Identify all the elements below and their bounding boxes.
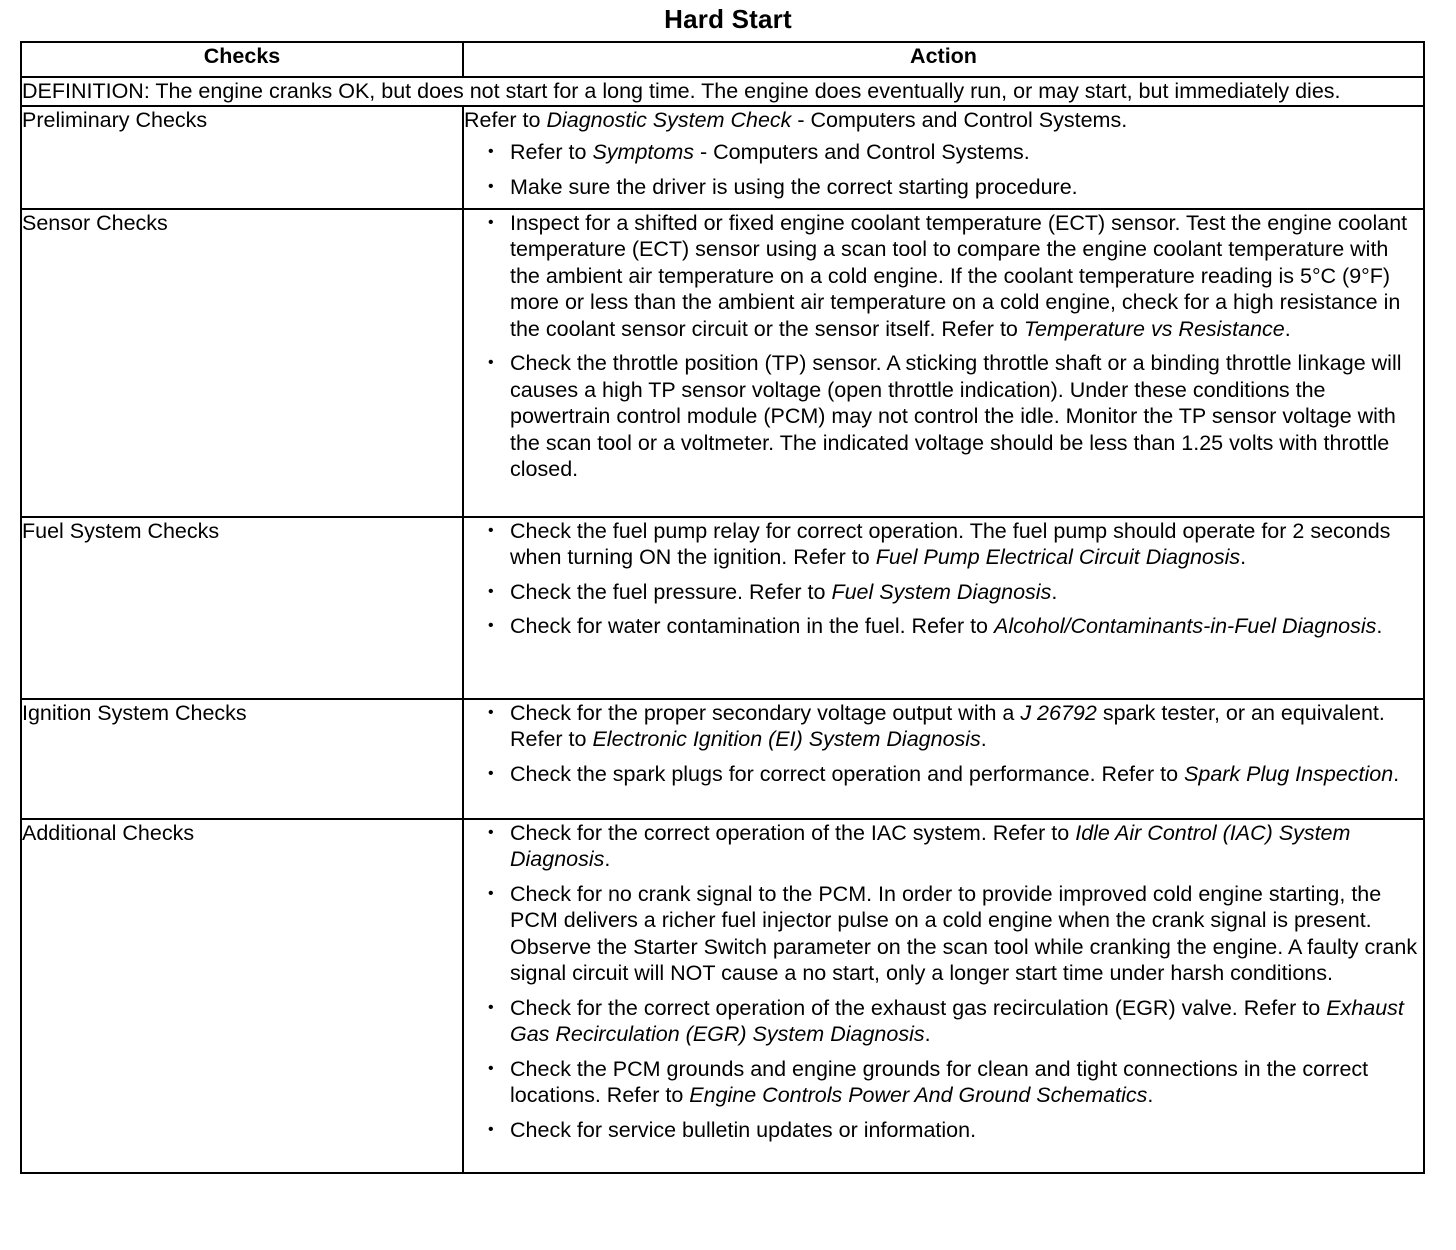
table-row bbox=[21, 517, 1424, 699]
tool-reference: J 26792 bbox=[1020, 700, 1097, 725]
table-row bbox=[21, 209, 1424, 517]
text: . bbox=[1051, 579, 1058, 604]
bullet-icon: • bbox=[488, 1059, 494, 1077]
check-label-ignition-system: Ignition System Checks bbox=[21, 699, 463, 819]
list-item bbox=[464, 350, 1423, 483]
hard-start-table bbox=[20, 41, 1425, 1174]
action-cell-additional bbox=[463, 819, 1424, 1173]
text: Check for service bulletin updates or information. bbox=[510, 1117, 977, 1142]
bullet-icon: • bbox=[488, 617, 494, 634]
action-cell-fuel-system bbox=[463, 517, 1424, 699]
list-item bbox=[464, 820, 1423, 873]
text: Check the fuel pump relay for correct operation. The fuel pump should operate for 2 seconds when turning ON the ignition. Refer to bbox=[510, 518, 1391, 569]
text: Check for the correct operation of the exhaust gas recirculation (EGR) valve. Refer to bbox=[510, 995, 1327, 1020]
text: Check the fuel pressure. Refer to bbox=[510, 579, 832, 604]
column-header-checks: Checks bbox=[21, 42, 463, 77]
definition-row bbox=[21, 77, 1424, 106]
reference-link: Temperature vs Resistance bbox=[1023, 316, 1285, 341]
text: Check for the correct operation of the IAC system. Refer to bbox=[510, 820, 1076, 845]
action-cell-sensor bbox=[463, 209, 1424, 517]
text: Check for the proper secondary voltage output with a bbox=[510, 700, 1021, 725]
text: Refer to bbox=[510, 140, 593, 164]
list-item bbox=[464, 1056, 1423, 1109]
text: Check the PCM grounds and engine grounds for clean and tight connections in the correct locations. Refer to bbox=[510, 1056, 1369, 1107]
table-row bbox=[21, 819, 1424, 1173]
reference-link: Exhaust Gas Recirculation (EGR) System Diagnosis bbox=[510, 995, 1404, 1046]
check-label-preliminary: Preliminary Checks bbox=[21, 106, 463, 209]
table-header-row bbox=[21, 42, 1424, 77]
text: . bbox=[1284, 316, 1291, 341]
page-title: Hard Start bbox=[664, 4, 792, 34]
list-item bbox=[464, 761, 1423, 788]
text: . bbox=[1240, 545, 1247, 569]
text: . bbox=[1393, 761, 1400, 786]
action-cell-preliminary bbox=[463, 106, 1424, 209]
action-cell-ignition-system bbox=[463, 699, 1424, 819]
list-item bbox=[464, 613, 1423, 640]
check-label-sensor: Sensor Checks bbox=[21, 209, 463, 517]
bullet-icon: • bbox=[488, 354, 494, 371]
list-item bbox=[464, 579, 1423, 606]
bullet-icon: • bbox=[488, 1120, 494, 1138]
bullet-icon: • bbox=[488, 703, 494, 721]
table-row bbox=[21, 699, 1424, 819]
bullet-icon: • bbox=[488, 521, 494, 539]
bullet-icon: • bbox=[488, 884, 494, 902]
text: Inspect for a shifted or fixed engine coolant temperature (ECT) sensor. Test the engine coolant temperature (ECT) sensor using a scan tool to compare the engine coolant temperature with the ambient air temperature on a cold engine. If the coolant temperature reading is 5°C (9°F) more or less than the ambient air temperature on a cold engine, check for a high resistance in the coolant sensor circuit or the sensor itself. Refer to bbox=[510, 210, 1408, 341]
action-lead bbox=[464, 107, 1423, 134]
bullet-icon: • bbox=[488, 823, 494, 841]
list-item bbox=[464, 1117, 1423, 1144]
list-item bbox=[464, 881, 1423, 987]
reference-link: Fuel Pump Electrical Circuit Diagnosis bbox=[875, 545, 1241, 569]
bullet-icon: • bbox=[488, 582, 494, 600]
text: Make sure the driver is using the correct starting procedure. bbox=[510, 174, 1078, 199]
reference-link: Electronic Ignition (EI) System Diagnosis bbox=[592, 727, 981, 751]
text: . bbox=[924, 1022, 931, 1046]
bullet-icon: • bbox=[488, 213, 494, 231]
action-list bbox=[464, 210, 1423, 483]
text: spark tester, or an equivalent. Refer to bbox=[510, 700, 1385, 751]
definition-text: DEFINITION: The engine cranks OK, but does not start for a long time. The engine does eventually run, or may start, but immediately dies. bbox=[21, 77, 1424, 106]
text: Check for no crank signal to the PCM. In order to provide improved cold engine starting, the PCM delivers a richer fuel injector pulse on a cold engine when the crank signal is present. Observe the Starter Switch parameter on the scan tool while cranking the engine. A faulty crank signal circuit will NOT cause a no start, only a longer start time under harsh conditions. bbox=[510, 881, 1418, 985]
list-item bbox=[464, 139, 1423, 166]
reference-link: Diagnostic System Check bbox=[546, 107, 792, 132]
text: Check for water contamination in the fuel. Refer to bbox=[510, 614, 994, 638]
list-item bbox=[464, 174, 1423, 201]
bullet-icon: • bbox=[488, 764, 494, 782]
column-header-action: Action bbox=[463, 42, 1424, 77]
text: - Computers and Control Systems. bbox=[791, 107, 1128, 132]
list-item bbox=[464, 995, 1423, 1048]
list-item bbox=[464, 518, 1423, 571]
reference-link: Alcohol/Contaminants-in-Fuel Diagnosis bbox=[994, 614, 1377, 638]
text: . bbox=[980, 727, 987, 751]
reference-link: Symptoms bbox=[592, 140, 695, 164]
action-list bbox=[464, 139, 1423, 200]
table-row bbox=[21, 106, 1424, 209]
check-label-additional: Additional Checks bbox=[21, 819, 463, 1173]
list-item bbox=[464, 210, 1423, 343]
action-list bbox=[464, 518, 1423, 640]
text: Check the spark plugs for correct operation and performance. Refer to bbox=[510, 761, 1185, 786]
reference-link: Engine Controls Power And Ground Schematics bbox=[689, 1083, 1148, 1107]
text: Refer to bbox=[464, 107, 547, 132]
text: - Computers and Control Systems. bbox=[694, 140, 1030, 164]
reference-link: Fuel System Diagnosis bbox=[831, 579, 1052, 604]
text: . bbox=[1147, 1083, 1154, 1107]
list-item bbox=[464, 700, 1423, 753]
check-label-fuel-system: Fuel System Checks bbox=[21, 517, 463, 699]
text: . bbox=[1376, 614, 1383, 638]
action-list bbox=[464, 820, 1423, 1144]
bullet-icon: • bbox=[488, 177, 494, 195]
bullet-icon: • bbox=[488, 143, 494, 160]
text: Check the throttle position (TP) sensor. A sticking throttle shaft or a binding throttle linkage will causes a high TP sensor voltage (open throttle indication). Under these conditions the powertrain control module (PCM) may not control the idle. Monitor the TP sensor voltage with the scan tool or a voltmeter. The indicated voltage should be less than 1.25 volts with throttle closed. bbox=[510, 351, 1402, 481]
text: . bbox=[604, 847, 611, 871]
action-list bbox=[464, 700, 1423, 788]
reference-link: Idle Air Control (IAC) System Diagnosis bbox=[510, 820, 1351, 871]
reference-link: Spark Plug Inspection bbox=[1184, 761, 1394, 786]
bullet-icon: • bbox=[488, 998, 494, 1016]
